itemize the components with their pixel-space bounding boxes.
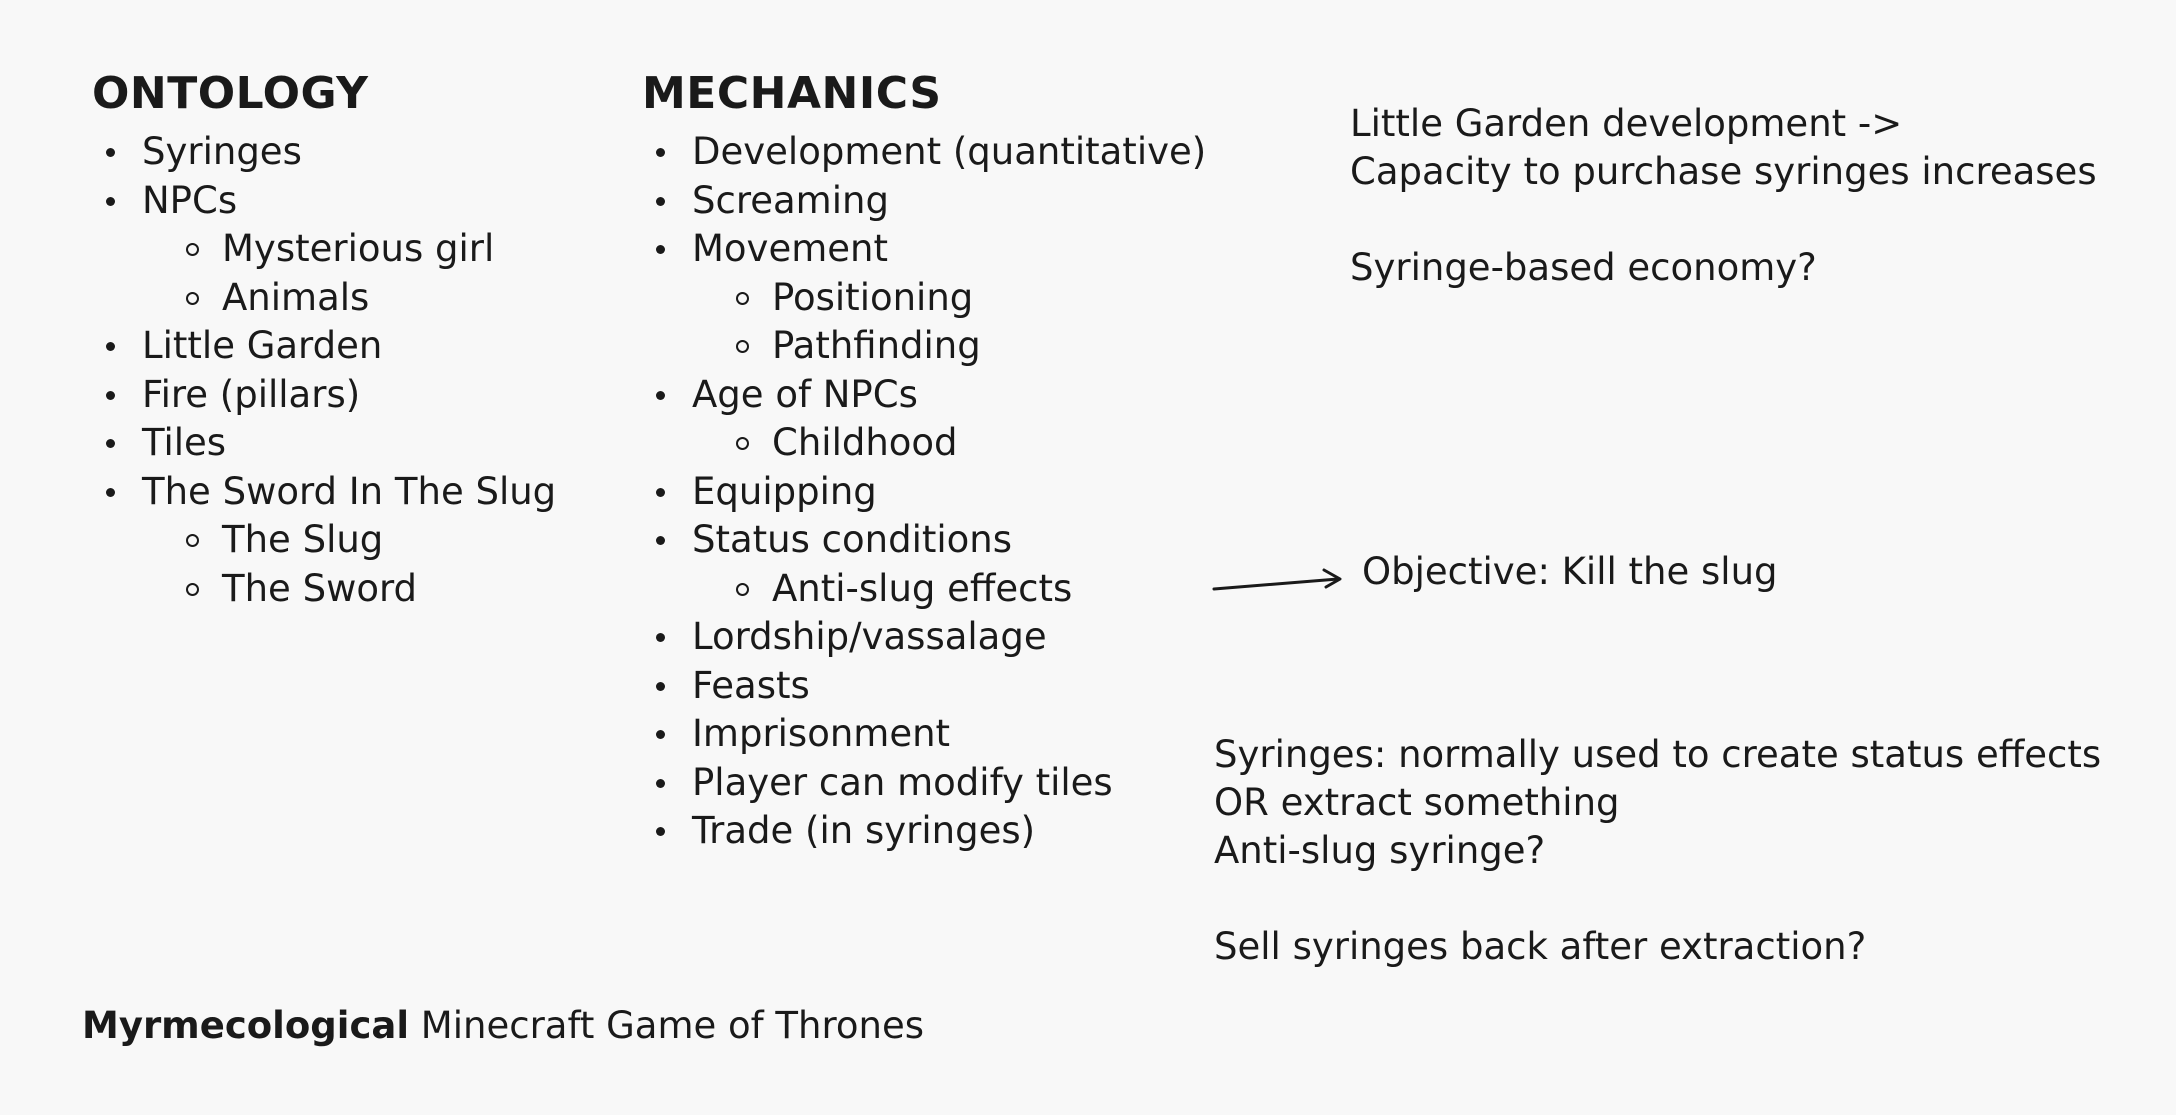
list-item: The Sword In The Slug [92,468,556,517]
list-item: Equipping [642,468,1206,517]
list-item: Childhood [642,419,1206,468]
note-spacer [1350,196,2097,244]
note-line: Syringe-based economy? [1350,246,1817,289]
list-item: Syringes [92,128,556,177]
list-item: Little Garden [92,322,556,371]
list-item: Tiles [92,419,556,468]
note-line: Syringes: normally used to create status effects [1214,733,2102,776]
footer-title-bold: Myrmecological [82,1004,410,1047]
list-item: Trade (in syringes) [642,807,1206,856]
ontology-heading: ONTOLOGY [92,68,369,119]
list-item: Player can modify tiles [642,759,1206,808]
list-item: Imprisonment [642,710,1206,759]
note-line: Sell syringes back after extraction? [1214,925,1867,968]
list-item: Status conditions [642,516,1206,565]
list-item: Anti-slug effects [642,565,1206,614]
list-item: Feasts [642,662,1206,711]
garden-note [1350,100,2097,292]
mechanics-list [642,128,1206,856]
ontology-column [92,68,557,613]
note-line: Capacity to purchase syringes increases [1350,150,2097,193]
footer-title-rest: Minecraft Game of Thrones [409,1004,925,1047]
list-item: Screaming [642,177,1206,226]
note-line: Anti-slug syringe? [1214,829,1546,872]
list-item: Age of NPCs [642,371,1206,420]
list-item: Animals [92,274,556,323]
syringes-note [1214,731,2101,971]
mechanics-heading: MECHANICS [642,68,942,119]
list-item: Mysterious girl [92,225,556,274]
mechanics-column [642,68,1207,856]
list-item: Positioning [642,274,1206,323]
note-spacer [1214,875,2101,923]
note-line: Little Garden development -> [1350,102,1903,145]
list-item: Fire (pillars) [92,371,556,420]
list-item: Development (quantitative) [642,128,1206,177]
note-line: OR extract something [1214,781,1620,824]
arrow-icon [1210,562,1350,592]
footer-title [82,1004,924,1047]
list-item: The Sword [92,565,556,614]
list-item: Lordship/vassalage [642,613,1206,662]
list-item: NPCs [92,177,556,226]
list-item: The Slug [92,516,556,565]
list-item: Movement [642,225,1206,274]
ontology-list [92,128,556,613]
list-item: Pathfinding [642,322,1206,371]
objective-note: Objective: Kill the slug [1362,550,1778,593]
